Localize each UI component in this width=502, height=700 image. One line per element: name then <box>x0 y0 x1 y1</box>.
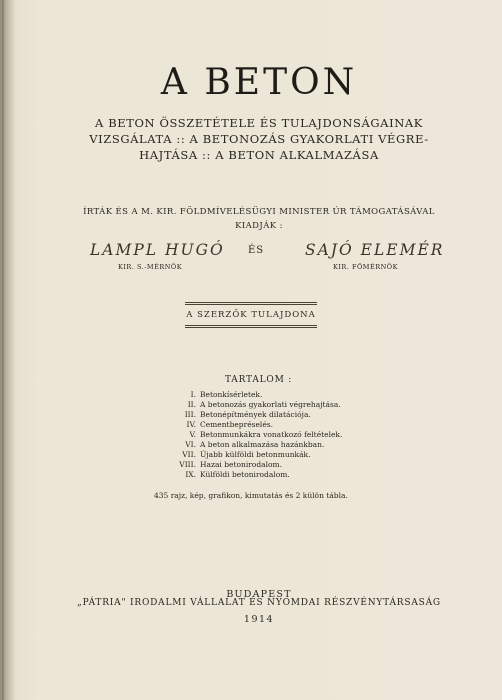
toc-item-number: VI. <box>185 440 196 449</box>
imprint-city: BUDAPEST <box>226 589 292 600</box>
subtitle-line-2: VIZSGÁLATA :: A BETONOZÁS GYAKORLATI VÉGRE- <box>89 132 429 146</box>
support-line-2: KIADJÁK : <box>235 221 283 231</box>
toc-item <box>150 450 342 460</box>
toc-item-number: V. <box>189 430 196 439</box>
author-conjunction: ÉS <box>248 245 265 256</box>
ownership-box <box>185 302 317 328</box>
toc-item-number: IX. <box>185 470 196 479</box>
toc-item-text: Külföldi betonirodalom. <box>200 470 290 479</box>
toc-item-text: A beton alkalmazása hazánkban. <box>200 440 325 449</box>
imprint-publisher: „PÁTRIA" IRODALMI VÁLLALAT ÉS NYOMDAI RÉSZVÉNYTÁRSASÁG <box>77 598 441 608</box>
toc-item-text: A betonozás gyakorlati végrehajtása. <box>200 400 341 409</box>
toc-item-text: Cementbepréselés. <box>200 420 273 429</box>
toc-item-text: Betonmunkákra vonatkozó feltételek. <box>200 430 343 439</box>
toc-item <box>150 470 342 480</box>
toc-item <box>150 430 342 440</box>
toc-item <box>150 420 342 430</box>
toc-item <box>150 460 342 470</box>
subtitle-line-1: A BETON ÖSSZETÉTELE ÉS TULAJDONSÁGAINAK <box>95 116 423 130</box>
toc-item-number: I. <box>190 390 196 399</box>
toc-item-text: Betonkísérletek. <box>200 390 263 399</box>
toc-item-text: Hazai betonirodalom. <box>200 460 282 469</box>
subtitle-line-3: HAJTÁSA :: A BETON ALKALMAZÁSA <box>139 148 379 162</box>
author-1-role: KIR. S.-MÉRNÖK <box>118 263 183 271</box>
toc-item-text: Újabb külföldi betonmunkák. <box>200 450 311 459</box>
toc-item-number: III. <box>184 410 196 419</box>
toc-item <box>150 440 342 450</box>
toc-item <box>150 390 342 400</box>
toc-item-number: IV. <box>186 420 196 429</box>
authors-block <box>0 241 502 281</box>
toc-item-number: II. <box>187 400 196 409</box>
imprint-year: 1914 <box>243 614 275 625</box>
author-2-role: KIR. FŐMÉRNÖK <box>333 263 398 271</box>
toc-item-number: VIII. <box>179 460 196 469</box>
toc-item <box>150 400 342 410</box>
book-title: A BETON <box>160 62 358 103</box>
support-line-1: ÍRTÁK ÉS A M. KIR. FÖLDMÍVELÉSÜGYI MINISTER ÚR TÁMOGATÁSÁVAL <box>83 207 435 217</box>
toc-item-text: Betonépítmények dilatációja. <box>200 410 311 419</box>
author-2-name: SAJÓ ELEMÉR <box>305 241 445 259</box>
toc-note: 435 rajz, kép, grafikon, kimutatás és 2 külön tábla. <box>154 491 348 500</box>
toc-item-number: VII. <box>182 450 196 459</box>
page-fold-line <box>2 0 4 700</box>
toc-item <box>150 410 342 420</box>
toc-heading: TARTALOM : <box>225 375 293 385</box>
ownership-text: A SZERZŐK TULAJDONA <box>186 310 316 320</box>
toc-list <box>150 390 342 480</box>
author-1-name: LAMPL HUGÓ <box>90 241 225 259</box>
